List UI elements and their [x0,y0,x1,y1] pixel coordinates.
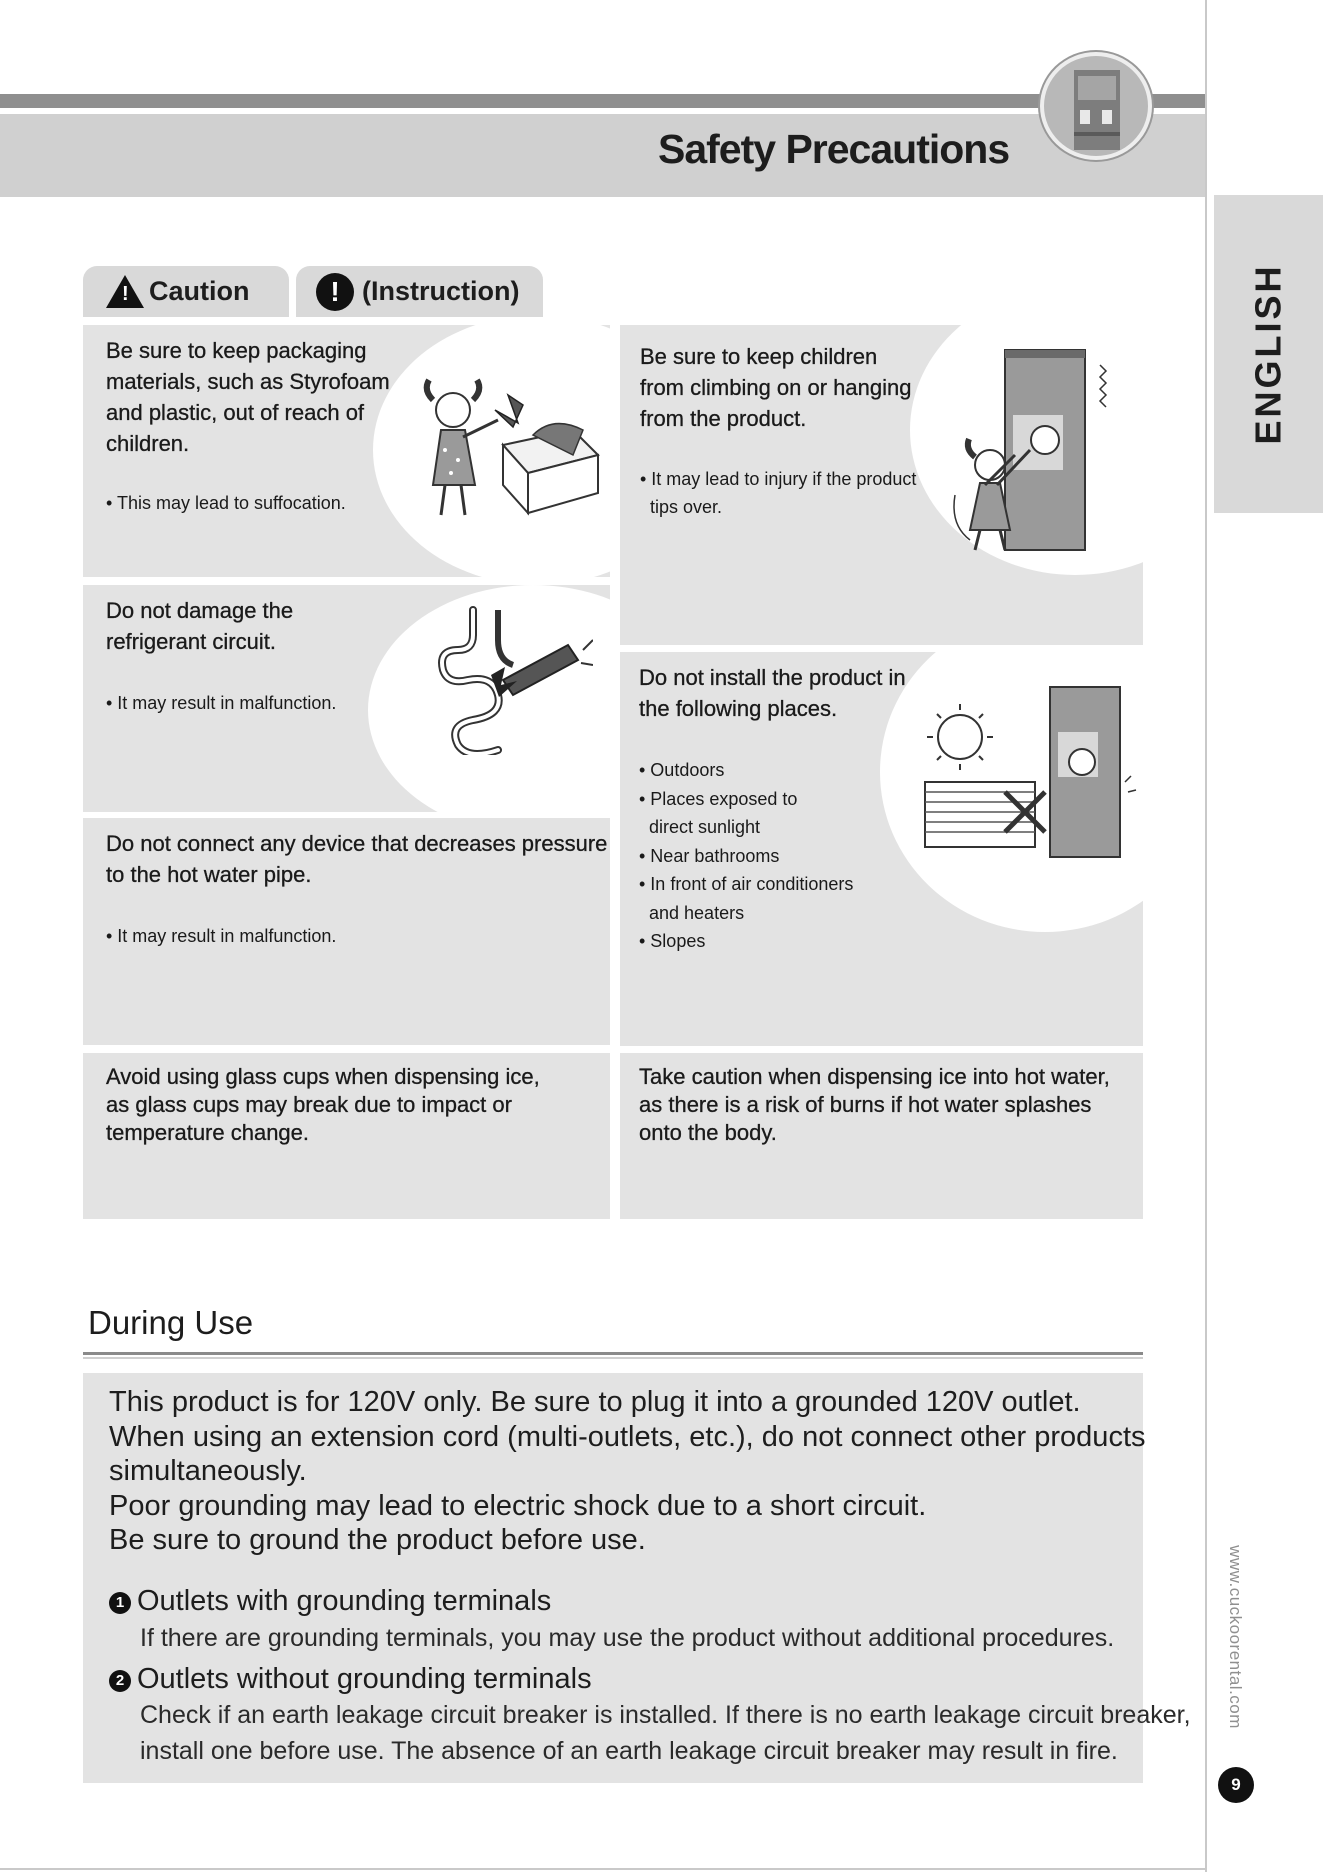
caution-label: Caution [149,276,250,306]
exclamation-circle-icon: ! [316,273,354,311]
list-item: • Slopes [639,931,706,951]
precaution-note: • This may lead to suffocation. [106,493,346,513]
instruction-label: (Instruction) [362,276,520,306]
list-item: • Places exposed to [639,788,798,809]
precaution-note: • It may lead to injury if the product tips over. [640,469,917,517]
during-use-paragraph: This product is for 120V only. Be sure to plug it into a grounded 120V outlet. When using an extension cord (multi-outlets, etc.), do not connect other products simultaneously. Poor grounding may lead to electric shock due to a short circuit. Be sure to ground the product before use. [109,1386,1146,1556]
section-rule [83,1352,1143,1355]
page-number: 9 [1218,1767,1254,1803]
precaution-heading: Be sure to keep children from climbing on or hanging from the product. [640,344,912,431]
list-item: • Near bathrooms [639,845,780,866]
number-badge: 1 [109,1592,131,1614]
precaution-pressure-device [83,818,610,1045]
header-rule [0,94,1205,108]
child-climbing-product-illustration [945,345,1135,560]
precaution-heading: Do not install the product in the following places. [639,665,906,721]
water-purifier-thumbnail [1040,52,1152,160]
outlet-item-text: If there are grounding terminals, you may use the product without additional procedures. [140,1624,1115,1652]
precaution-heading: Do not connect any device that decreases pressure to the hot water pipe. [106,831,608,887]
caution-tab [83,266,289,317]
precaution-glass-cups [83,1053,610,1219]
website-url: www.cuckoorental.com [1226,1545,1245,1729]
list-item: and heaters [649,902,745,923]
section-title: During Use [88,1304,254,1341]
side-rule [1205,0,1207,1872]
install-places-list [639,756,853,956]
precaution-install-places [620,652,1143,1046]
footer-rule [0,1868,1205,1870]
sun-heater-product-illustration [920,682,1140,862]
damaged-refrigerant-pipe-illustration [433,605,593,755]
precaution-note: • It may result in malfunction. [106,926,337,946]
precaution-heading: Avoid using glass cups when dispensing ice, as glass cups may break due to impact or temperature change. [106,1064,540,1145]
outlet-item-heading: 2 Outlets without grounding terminals [109,1663,592,1696]
child-with-packaging-illustration [403,365,603,545]
precaution-refrigerant [83,585,610,812]
number-badge: 2 [109,1670,131,1692]
list-item: • Outdoors [639,760,725,780]
page-title: Safety Precautions [658,126,1010,172]
warning-triangle-icon [106,275,144,308]
list-item: direct sunlight [649,817,761,837]
precaution-heading: Do not damage the refrigerant circuit. [106,598,294,654]
precaution-climbing [620,325,1143,645]
header-band [0,114,1205,197]
language-label: ENGLISH [1247,263,1289,445]
outlet-item-heading: 1 Outlets with grounding terminals [109,1585,551,1618]
precaution-heading: Be sure to keep packaging materials, such as Styrofoam and plastic, out of reach of children. [106,338,390,456]
precaution-note: • It may result in malfunction. [106,693,337,713]
precaution-hot-water [620,1053,1143,1219]
list-item: • In front of air conditioners [639,874,854,894]
outlet-item-text: Check if an earth leakage circuit breaker is installed. If there is no earth leakage circuit breaker, install one before use. The absence of an earth leakage circuit breaker may result in fire. [140,1701,1191,1765]
instruction-tab [296,266,543,317]
precaution-heading: Take caution when dispensing ice into hot water, as there is a risk of burns if hot water splashes onto the body. [639,1064,1110,1145]
section-rule [83,1357,1143,1359]
precaution-packaging [83,325,610,577]
